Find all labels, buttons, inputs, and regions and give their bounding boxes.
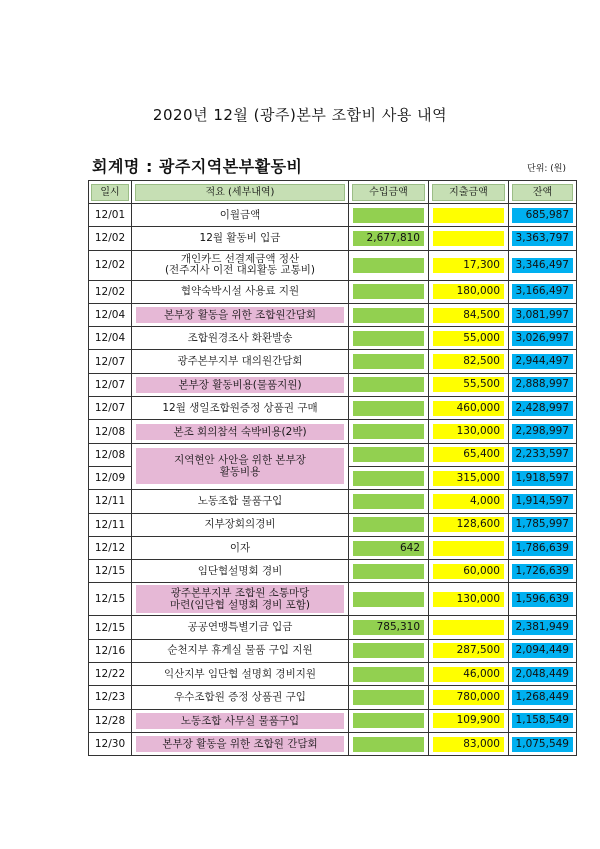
row-balance: 1,596,639 — [512, 592, 573, 607]
row-income — [353, 713, 424, 728]
row-date: 12/07 — [89, 373, 132, 396]
row-expense-cell — [429, 490, 509, 513]
row-expense-cell — [429, 303, 509, 326]
row-description — [132, 560, 349, 583]
row-description — [132, 327, 349, 350]
row-expense: 60,000 — [433, 564, 504, 579]
row-balance-cell — [509, 420, 577, 443]
row-expense: 4,000 — [433, 494, 504, 509]
header-row — [89, 181, 577, 204]
row-expense-cell — [429, 686, 509, 709]
row-date: 12/12 — [89, 536, 132, 559]
row-expense-cell — [429, 420, 509, 443]
row-description — [132, 639, 349, 662]
table-row — [89, 639, 577, 662]
row-expense-cell — [429, 663, 509, 686]
table-row — [89, 327, 577, 350]
row-expense-cell — [429, 466, 509, 489]
row-balance-cell — [509, 373, 577, 396]
row-income: 642 — [353, 541, 424, 556]
row-date: 12/22 — [89, 663, 132, 686]
row-balance-cell — [509, 397, 577, 420]
row-income-cell — [349, 663, 429, 686]
row-description-text-2: (전주지사 이전 대외활동 교통비) — [164, 264, 316, 277]
table-row — [89, 227, 577, 250]
row-date: 12/23 — [89, 686, 132, 709]
table-row — [89, 513, 577, 536]
header-date: 일시 — [89, 181, 132, 204]
row-description — [132, 663, 349, 686]
row-date: 12/02 — [89, 280, 132, 303]
row-expense-cell — [429, 616, 509, 639]
row-balance-cell — [509, 663, 577, 686]
row-income — [353, 690, 424, 705]
row-description-text: 본부장 활동을 위한 조합원 간담회 — [162, 738, 318, 751]
row-expense: 109,900 — [433, 713, 504, 728]
row-description-text: 노동조합 사무실 물품구입 — [180, 714, 300, 727]
row-balance: 1,785,997 — [512, 517, 573, 532]
table-row — [89, 663, 577, 686]
row-income — [353, 208, 424, 223]
row-expense: 17,300 — [433, 258, 504, 273]
row-expense-cell — [429, 204, 509, 227]
row-description-text-2: 활동비용 — [219, 466, 261, 479]
row-income-cell — [349, 732, 429, 755]
row-balance-cell — [509, 490, 577, 513]
row-expense — [433, 541, 504, 556]
row-income-cell — [349, 373, 429, 396]
row-date: 12/15 — [89, 583, 132, 616]
row-balance: 2,888,997 — [512, 377, 573, 392]
row-date: 12/09 — [89, 466, 132, 489]
row-balance: 3,081,997 — [512, 308, 573, 323]
row-balance-cell — [509, 303, 577, 326]
row-expense — [433, 620, 504, 635]
row-description-text: 광주본부지부 조합원 소통마당 — [170, 587, 310, 600]
table-row — [89, 420, 577, 443]
row-balance: 1,268,449 — [512, 690, 573, 705]
row-balance: 1,786,639 — [512, 541, 573, 556]
row-balance-cell — [509, 250, 577, 280]
table-row — [89, 686, 577, 709]
row-income-cell — [349, 250, 429, 280]
row-income-cell — [349, 397, 429, 420]
row-description — [132, 204, 349, 227]
row-description-text: 본부장 활동을 위한 조합원간담회 — [163, 309, 316, 322]
row-description — [132, 616, 349, 639]
row-balance-cell — [509, 639, 577, 662]
row-income-cell — [349, 280, 429, 303]
row-date: 12/04 — [89, 327, 132, 350]
row-balance: 1,914,597 — [512, 494, 573, 509]
row-income-cell — [349, 490, 429, 513]
page-title: 2020년 12월 (광주)본부 조합비 사용 내역 — [152, 106, 448, 124]
row-expense-cell — [429, 639, 509, 662]
row-expense: 83,000 — [433, 737, 504, 752]
row-description — [132, 732, 349, 755]
row-income — [353, 592, 424, 607]
row-date: 12/30 — [89, 732, 132, 755]
row-date: 12/04 — [89, 303, 132, 326]
row-income-cell — [349, 560, 429, 583]
row-income — [353, 354, 424, 369]
row-description — [132, 227, 349, 250]
row-income — [353, 517, 424, 532]
table-row — [89, 490, 577, 513]
row-balance-cell — [509, 732, 577, 755]
row-balance-cell — [509, 327, 577, 350]
row-income-cell — [349, 686, 429, 709]
row-balance: 1,075,549 — [512, 737, 573, 752]
row-description-text: 공공연맹특별기금 입금 — [187, 621, 293, 634]
header-income: 수입금액 — [349, 181, 429, 204]
table-row — [89, 373, 577, 396]
row-balance: 2,094,449 — [512, 643, 573, 658]
row-expense-cell — [429, 227, 509, 250]
row-description — [132, 513, 349, 536]
row-date: 12/15 — [89, 560, 132, 583]
row-date: 12/08 — [89, 420, 132, 443]
row-income — [353, 284, 424, 299]
row-description-text: 12월 활동비 입금 — [199, 231, 281, 244]
row-balance-cell — [509, 709, 577, 732]
row-description-text: 협약숙박시설 사용료 지원 — [180, 285, 300, 298]
row-expense: 780,000 — [433, 690, 504, 705]
row-income-cell — [349, 420, 429, 443]
row-balance-cell — [509, 536, 577, 559]
row-income-cell — [349, 513, 429, 536]
row-expense-cell — [429, 350, 509, 373]
row-balance: 2,298,997 — [512, 424, 573, 439]
row-description-text: 이월금액 — [219, 208, 261, 221]
row-description-text: 본조 회의참석 숙박비용(2박) — [173, 425, 307, 438]
row-income — [353, 643, 424, 658]
row-description-text: 본부장 활동비용(물품지원) — [178, 378, 302, 391]
row-income-cell — [349, 639, 429, 662]
row-balance: 1,726,639 — [512, 564, 573, 579]
row-income — [353, 401, 424, 416]
table-row — [89, 583, 577, 616]
account-name: 회계명 : 광주지역본부활동비 — [92, 157, 303, 176]
row-income-cell — [349, 583, 429, 616]
row-description — [132, 686, 349, 709]
row-expense: 46,000 — [433, 667, 504, 682]
row-balance: 2,381,949 — [512, 620, 573, 635]
row-income-cell — [349, 536, 429, 559]
row-expense-cell — [429, 280, 509, 303]
row-date: 12/02 — [89, 227, 132, 250]
row-date: 12/15 — [89, 616, 132, 639]
row-description — [132, 280, 349, 303]
row-balance: 1,158,549 — [512, 713, 573, 728]
row-income — [353, 737, 424, 752]
row-income — [353, 424, 424, 439]
row-balance-cell — [509, 583, 577, 616]
row-description-text: 개인카드 선결제금액 정산 — [180, 253, 300, 266]
table-row — [89, 204, 577, 227]
row-balance-cell — [509, 560, 577, 583]
row-description-text: 노동조합 물품구입 — [197, 494, 283, 507]
row-income — [353, 331, 424, 346]
row-expense-cell — [429, 327, 509, 350]
row-income — [353, 447, 424, 462]
row-balance: 1,918,597 — [512, 471, 573, 486]
row-expense-cell — [429, 583, 509, 616]
row-balance-cell — [509, 280, 577, 303]
row-expense: 55,000 — [433, 331, 504, 346]
row-expense: 180,000 — [433, 284, 504, 299]
unit-label: 단위: (원) — [527, 164, 566, 174]
row-expense-cell — [429, 443, 509, 466]
header-desc: 적요 (세부내역) — [132, 181, 349, 204]
row-description-text: 지역현안 사안을 위한 본부장 — [174, 454, 306, 467]
row-expense: 130,000 — [433, 424, 504, 439]
row-description — [132, 303, 349, 326]
table-row — [89, 250, 577, 280]
table-row — [89, 350, 577, 373]
row-expense — [433, 208, 504, 223]
row-balance-cell — [509, 204, 577, 227]
row-income — [353, 471, 424, 486]
row-balance-cell — [509, 616, 577, 639]
row-income-cell — [349, 350, 429, 373]
row-description — [132, 373, 349, 396]
row-date: 12/28 — [89, 709, 132, 732]
row-expense — [433, 231, 504, 246]
row-balance-cell — [509, 466, 577, 489]
row-description — [132, 443, 349, 490]
row-balance: 2,944,497 — [512, 354, 573, 369]
row-description — [132, 350, 349, 373]
row-income — [353, 377, 424, 392]
row-income-cell — [349, 466, 429, 489]
row-description-text: 광주본부지부 대의원간담회 — [177, 355, 303, 368]
row-expense-cell — [429, 513, 509, 536]
row-income-cell — [349, 227, 429, 250]
row-expense-cell — [429, 397, 509, 420]
table-row — [89, 616, 577, 639]
row-expense-cell — [429, 536, 509, 559]
row-description-text: 지부장회의경비 — [204, 518, 276, 531]
row-income: 785,310 — [353, 620, 424, 635]
row-date: 12/11 — [89, 513, 132, 536]
row-expense-cell — [429, 560, 509, 583]
row-income-cell — [349, 443, 429, 466]
row-expense: 128,600 — [433, 517, 504, 532]
table-row — [89, 443, 577, 466]
row-description — [132, 397, 349, 420]
row-income — [353, 564, 424, 579]
row-expense-cell — [429, 373, 509, 396]
row-expense-cell — [429, 732, 509, 755]
row-expense: 460,000 — [433, 401, 504, 416]
row-expense-cell — [429, 250, 509, 280]
row-balance-cell — [509, 513, 577, 536]
row-income-cell — [349, 204, 429, 227]
row-expense-cell — [429, 709, 509, 732]
row-description-text: 우수조합원 증정 상품권 구입 — [174, 690, 306, 703]
row-balance: 3,166,497 — [512, 284, 573, 299]
row-date: 12/07 — [89, 350, 132, 373]
row-balance-cell — [509, 686, 577, 709]
row-balance: 685,987 — [512, 208, 573, 223]
table-row — [89, 536, 577, 559]
row-balance: 3,026,997 — [512, 331, 573, 346]
row-description-text: 임단협설명회 경비 — [197, 564, 283, 577]
row-description — [132, 583, 349, 616]
row-income-cell — [349, 616, 429, 639]
row-balance: 2,428,997 — [512, 401, 573, 416]
table-row — [89, 397, 577, 420]
row-expense: 130,000 — [433, 592, 504, 607]
row-date: 12/16 — [89, 639, 132, 662]
row-date: 12/01 — [89, 204, 132, 227]
table-row — [89, 732, 577, 755]
row-balance: 3,346,497 — [512, 258, 573, 273]
row-description — [132, 490, 349, 513]
row-balance: 3,363,797 — [512, 231, 573, 246]
table-row — [89, 303, 577, 326]
ledger-body — [89, 204, 577, 756]
row-expense: 82,500 — [433, 354, 504, 369]
ledger-table — [88, 180, 577, 756]
row-description-text: 이자 — [229, 541, 251, 554]
row-description — [132, 536, 349, 559]
row-income: 2,677,810 — [353, 231, 424, 246]
table-row — [89, 280, 577, 303]
table-row — [89, 709, 577, 732]
row-description-text: 순천지부 휴게실 물품 구입 지원 — [167, 644, 313, 657]
row-description-text-2: 마련(임단협 설명회 경비 포함) — [170, 599, 310, 612]
row-balance-cell — [509, 443, 577, 466]
header-balance: 잔액 — [509, 181, 577, 204]
row-expense: 287,500 — [433, 643, 504, 658]
row-description-text: 조합원경조사 화환발송 — [187, 331, 293, 344]
row-income-cell — [349, 303, 429, 326]
row-description — [132, 709, 349, 732]
row-description-text: 12월 생일조합원증정 상품권 구매 — [162, 401, 318, 414]
row-expense: 84,500 — [433, 308, 504, 323]
row-income — [353, 258, 424, 273]
row-date: 12/08 — [89, 443, 132, 466]
row-income — [353, 494, 424, 509]
row-date: 12/02 — [89, 250, 132, 280]
row-expense: 315,000 — [433, 471, 504, 486]
row-description — [132, 250, 349, 280]
row-expense: 55,500 — [433, 377, 504, 392]
row-balance: 2,048,449 — [512, 667, 573, 682]
row-balance-cell — [509, 227, 577, 250]
header-expense: 지출금액 — [429, 181, 509, 204]
row-balance: 2,233,597 — [512, 447, 573, 462]
row-date: 12/07 — [89, 397, 132, 420]
row-expense: 65,400 — [433, 447, 504, 462]
row-income-cell — [349, 709, 429, 732]
row-income — [353, 667, 424, 682]
table-row — [89, 560, 577, 583]
row-description-text: 익산지부 임단협 설명회 경비지원 — [163, 667, 316, 680]
row-balance-cell — [509, 350, 577, 373]
row-income — [353, 308, 424, 323]
row-income-cell — [349, 327, 429, 350]
row-date: 12/11 — [89, 490, 132, 513]
row-description — [132, 420, 349, 443]
